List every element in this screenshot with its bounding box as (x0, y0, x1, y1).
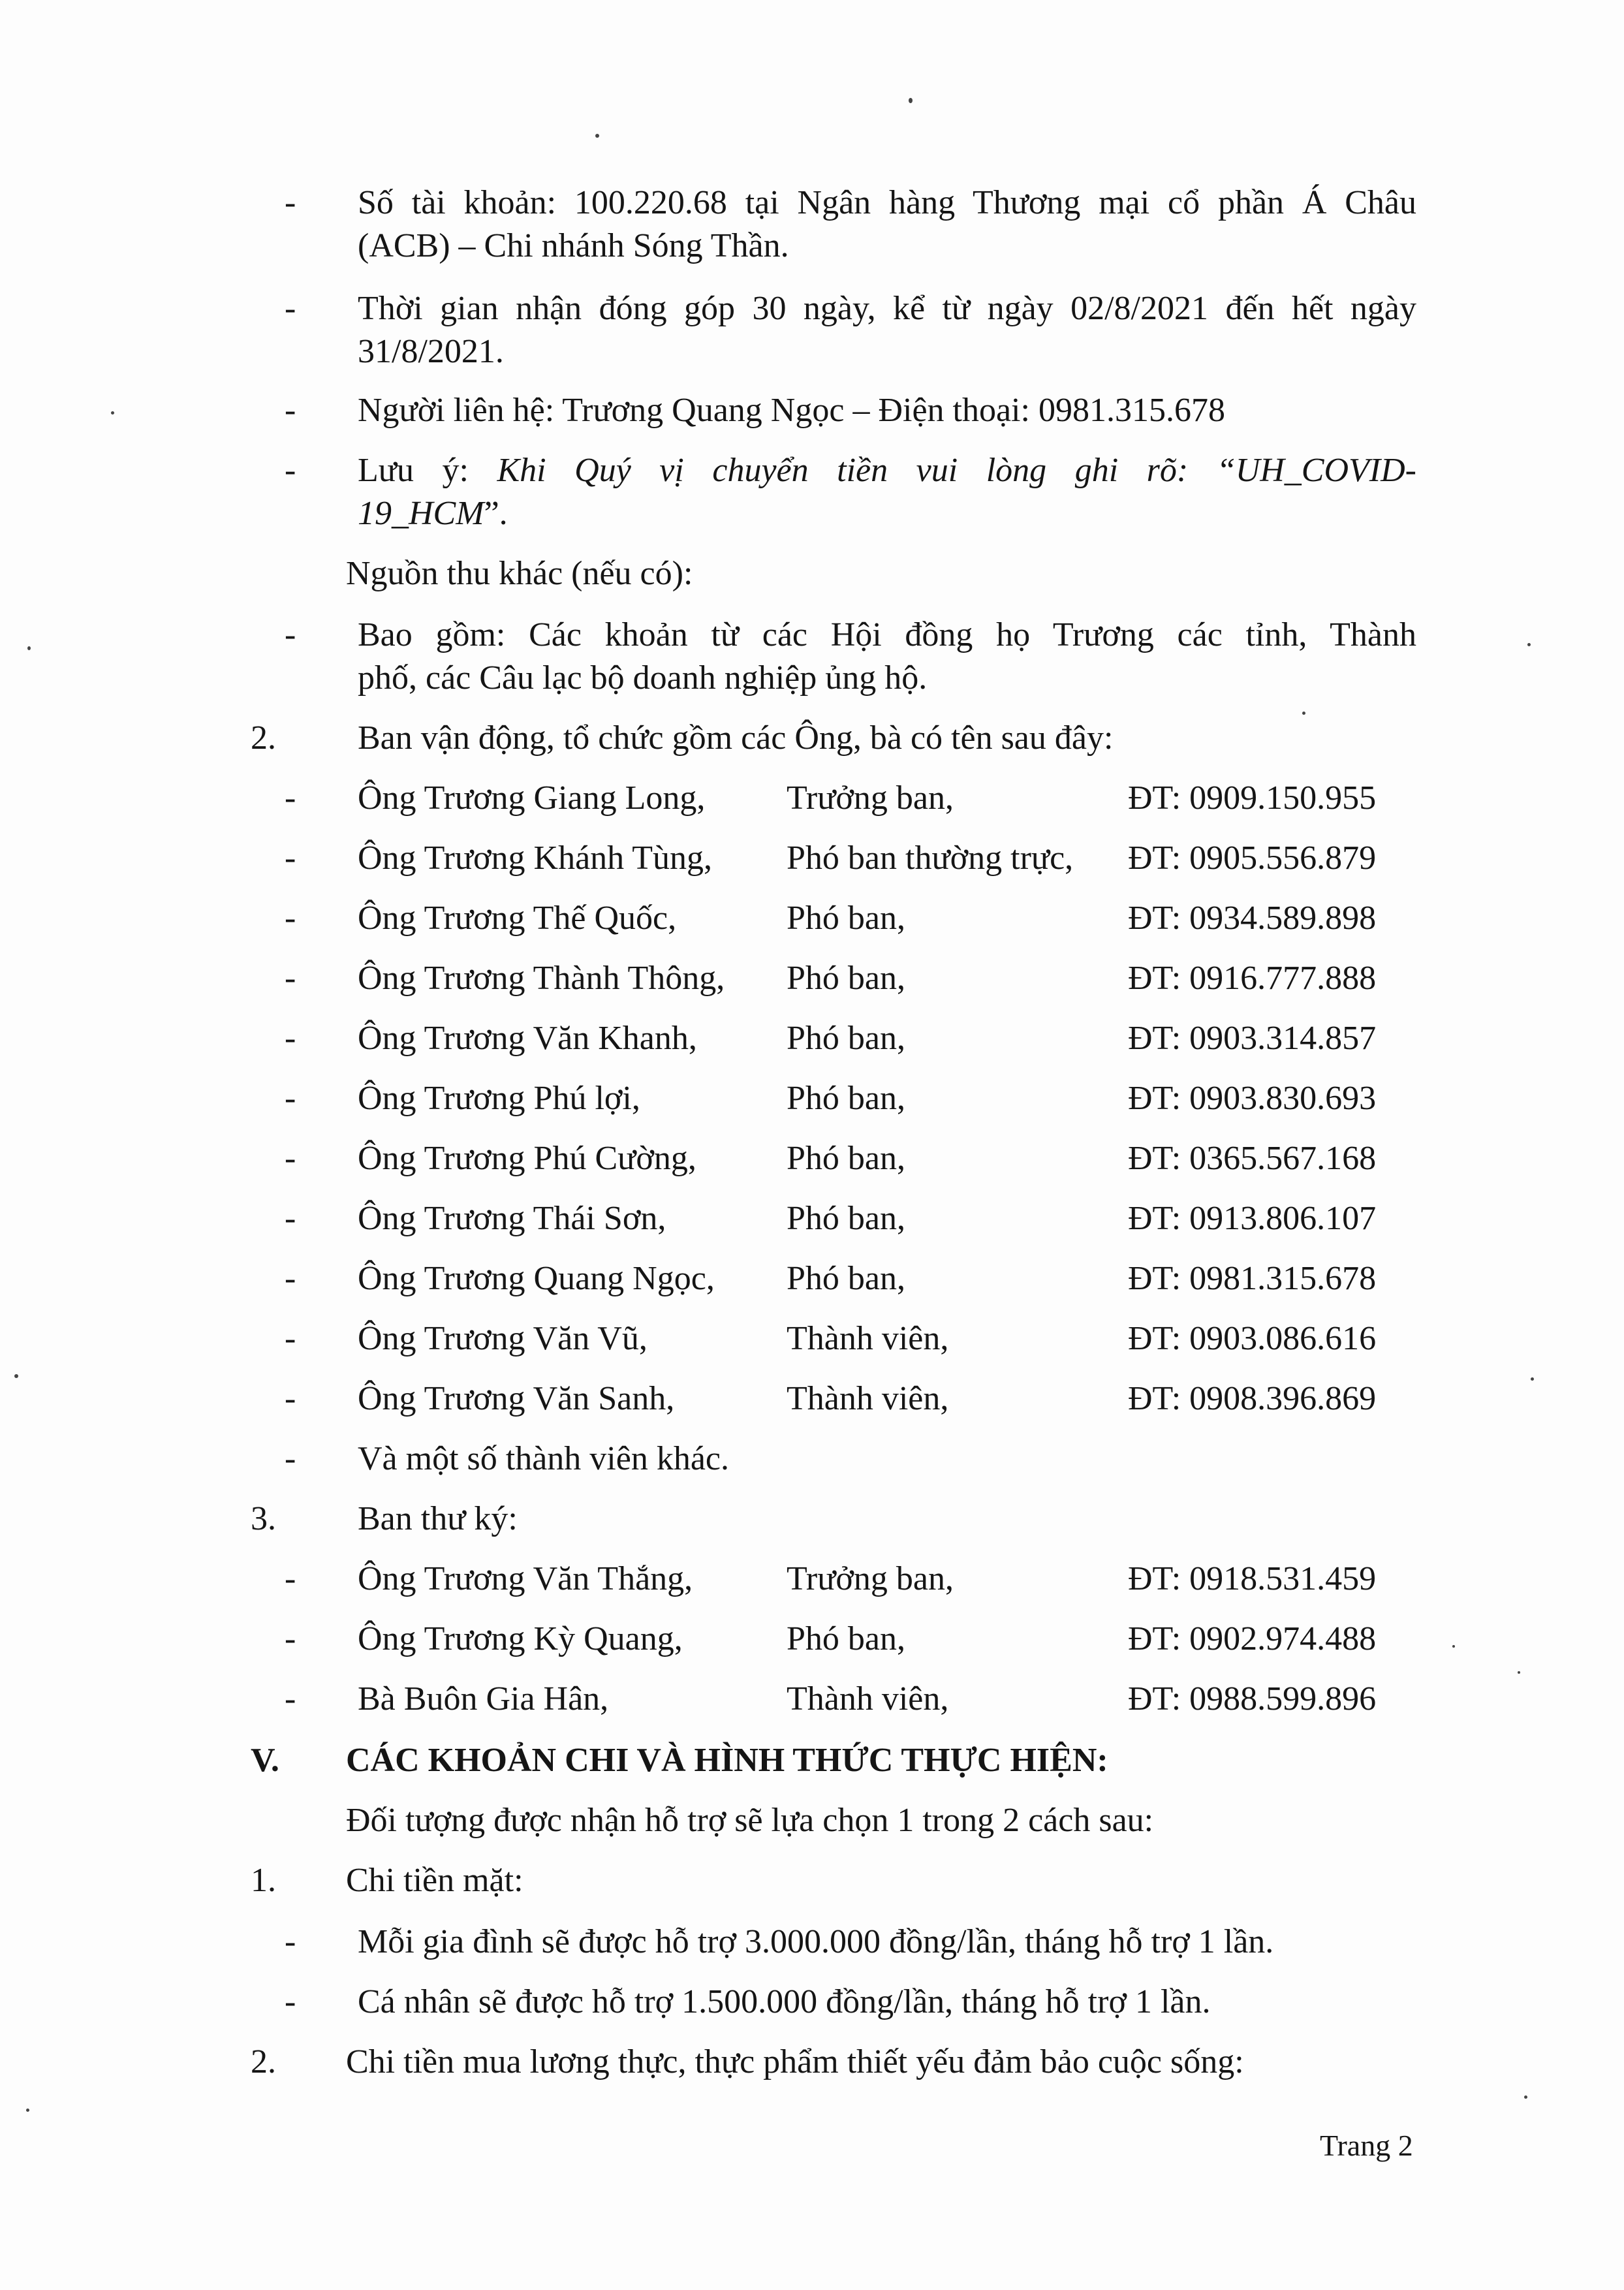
bullet-dash: - (285, 1923, 296, 1960)
bullet-dash: - (285, 1620, 296, 1657)
bullet-dash: - (285, 1320, 296, 1357)
bullet-dash: - (285, 1983, 296, 2020)
member-phone: ĐT: 0908.396.869 (1128, 1380, 1377, 1417)
member-name: Ông Trương Phú Cường, (358, 1140, 696, 1177)
bullet-dash: - (285, 900, 296, 937)
scan-speck (27, 646, 31, 650)
member-phone: ĐT: 0916.777.888 (1128, 960, 1377, 997)
member-role: Trưởng ban, (787, 1560, 954, 1597)
member-phone: ĐT: 0981.315.678 (1128, 1260, 1377, 1297)
bullet-dash: - (285, 1560, 296, 1597)
committee-member (285, 897, 1420, 940)
member-phone: ĐT: 0913.806.107 (1128, 1200, 1377, 1237)
member-name: Ông Trương Văn Vũ, (358, 1320, 648, 1357)
committee-member (285, 1197, 1420, 1240)
committee-member (285, 1017, 1420, 1060)
bullet-dash: - (285, 839, 296, 877)
committee-heading: Ban vận động, tổ chức gồm các Ông, bà có tên sau đây: (358, 719, 1114, 757)
member-role: Phó ban, (787, 900, 905, 937)
committee-member (285, 1137, 1420, 1180)
scan-speck (1302, 712, 1305, 715)
member-role: Thành viên, (787, 1680, 949, 1717)
scan-speck (26, 2109, 29, 2112)
item-2-label: Chi tiền mua lương thực, thực phẩm thiết yếu đảm bảo cuộc sống: (346, 2043, 1244, 2080)
committee-member (285, 1377, 1420, 1420)
member-name: Ông Trương Văn Sanh, (358, 1380, 675, 1417)
member-role: Phó ban, (787, 1080, 905, 1117)
item-2-number: 2. (251, 2043, 276, 2080)
member-name: Ông Trương Quang Ngọc, (358, 1260, 715, 1297)
member-phone: ĐT: 0905.556.879 (1128, 839, 1377, 877)
member-phone: ĐT: 0934.589.898 (1128, 900, 1377, 937)
section-v-number: V. (251, 1742, 279, 1779)
member-role: Phó ban thường trực, (787, 839, 1074, 877)
secretariat-member (285, 1618, 1420, 1661)
member-role: Thành viên, (787, 1380, 949, 1417)
scan-speck (1524, 2095, 1527, 2099)
note-instruction: Khi Quý vị chuyển tiền vui lòng ghi rõ: “UH_COVID- (497, 452, 1416, 489)
cash-individual-support: Cá nhân sẽ được hỗ trợ 1.500.000 đồng/lần, tháng hỗ trợ 1 lần. (358, 1983, 1211, 2020)
item-1-label: Chi tiền mặt: (346, 1862, 523, 1899)
period-line-1: Thời gian nhận đóng góp 30 ngày, kể từ ngày 02/8/2021 đến hết ngày (358, 290, 1416, 327)
committee-member (285, 957, 1420, 1000)
secretariat-heading: Ban thư ký: (358, 1500, 518, 1537)
period-line-2: 31/8/2021. (358, 333, 504, 370)
scan-speck (1452, 1645, 1455, 1648)
member-role: Phó ban, (787, 1140, 905, 1177)
committee-others: Và một số thành viên khác. (358, 1440, 729, 1477)
member-phone: ĐT: 0903.830.693 (1128, 1080, 1377, 1117)
scan-speck (1518, 1671, 1520, 1674)
contact-line: Người liên hệ: Trương Quang Ngọc – Điện thoại: 0981.315.678 (358, 392, 1225, 429)
bullet-dash: - (285, 392, 296, 429)
member-role: Phó ban, (787, 1260, 905, 1297)
member-name: Ông Trương Thái Sơn, (358, 1200, 666, 1237)
scan-speck (1527, 643, 1531, 646)
bullet-dash: - (285, 1260, 296, 1297)
committee-member (285, 777, 1420, 820)
member-name: Bà Buôn Gia Hân, (358, 1680, 609, 1717)
bullet-dash: - (285, 1080, 296, 1117)
note-line-1 (358, 449, 1416, 492)
secretariat-member (285, 1558, 1420, 1601)
member-name: Ông Trương Thành Thông, (358, 960, 725, 997)
section-v-intro: Đối tượng được nhận hỗ trợ sẽ lựa chọn 1 trong 2 cách sau: (346, 1802, 1154, 1839)
member-role: Phó ban, (787, 1200, 905, 1237)
member-role: Phó ban, (787, 1620, 905, 1657)
bullet-dash: - (285, 1020, 296, 1057)
secretariat-member (285, 1678, 1420, 1721)
member-role: Trưởng ban, (787, 779, 954, 817)
member-name: Ông Trương Khánh Tùng, (358, 839, 713, 877)
member-name: Ông Trương Thế Quốc, (358, 900, 677, 937)
bullet-dash: - (285, 1680, 296, 1717)
scan-speck (1531, 1377, 1534, 1381)
member-phone: ĐT: 0903.314.857 (1128, 1020, 1377, 1057)
committee-number: 2. (251, 719, 276, 757)
committee-member (285, 1257, 1420, 1300)
member-phone: ĐT: 0903.086.616 (1128, 1320, 1377, 1357)
other-income-heading: Nguồn thu khác (nếu có): (346, 555, 693, 592)
scan-speck (595, 134, 599, 138)
note-code-end: 19_HCM (358, 495, 484, 532)
scan-speck (909, 98, 913, 103)
secretariat-number: 3. (251, 1500, 276, 1537)
member-role: Phó ban, (787, 960, 905, 997)
scan-speck (111, 411, 114, 415)
member-name: Ông Trương Kỳ Quang, (358, 1620, 683, 1657)
bullet-dash: - (285, 1200, 296, 1237)
member-phone: ĐT: 0909.150.955 (1128, 779, 1377, 817)
committee-member (285, 837, 1420, 880)
member-phone: ĐT: 0902.974.488 (1128, 1620, 1377, 1657)
account-line-2: (ACB) – Chi nhánh Sóng Thần. (358, 227, 789, 264)
bullet-dash: - (285, 616, 296, 653)
note-label: Lưu ý: (358, 452, 497, 489)
member-name: Ông Trương Văn Khanh, (358, 1020, 697, 1057)
other-income-line-2: phố, các Câu lạc bộ doanh nghiệp ủng hộ. (358, 659, 928, 697)
bullet-dash: - (285, 1380, 296, 1417)
note-closing-quote: ”. (484, 495, 508, 532)
bullet-dash: - (285, 779, 296, 817)
account-line-1: Số tài khoản: 100.220.68 tại Ngân hàng Thương mại cổ phần Á Châu (358, 184, 1416, 221)
cash-family-support: Mỗi gia đình sẽ được hỗ trợ 3.000.000 đồng/lần, tháng hỗ trợ 1 lần. (358, 1923, 1274, 1960)
member-name: Ông Trương Giang Long, (358, 779, 706, 817)
member-name: Ông Trương Văn Thắng, (358, 1560, 693, 1597)
other-income-line-1: Bao gồm: Các khoản từ các Hội đồng họ Trương các tỉnh, Thành (358, 616, 1416, 653)
bullet-dash: - (285, 290, 296, 327)
item-1-number: 1. (251, 1862, 276, 1899)
section-v-title: CÁC KHOẢN CHI VÀ HÌNH THỨC THỰC HIỆN: (346, 1742, 1108, 1779)
committee-member (285, 1317, 1420, 1360)
committee-member (285, 1077, 1420, 1120)
page-number: Trang 2 (1320, 2129, 1413, 2162)
member-phone: ĐT: 0365.567.168 (1128, 1140, 1377, 1177)
bullet-dash: - (285, 452, 296, 489)
bullet-dash: - (285, 184, 296, 221)
member-phone: ĐT: 0988.599.896 (1128, 1680, 1377, 1717)
member-name: Ông Trương Phú lợi, (358, 1080, 640, 1117)
bullet-dash: - (285, 1440, 296, 1477)
bullet-dash: - (285, 1140, 296, 1177)
scan-speck (14, 1374, 18, 1378)
bullet-dash: - (285, 960, 296, 997)
member-role: Phó ban, (787, 1020, 905, 1057)
member-phone: ĐT: 0918.531.459 (1128, 1560, 1377, 1597)
member-role: Thành viên, (787, 1320, 949, 1357)
note-line-2 (358, 492, 508, 535)
